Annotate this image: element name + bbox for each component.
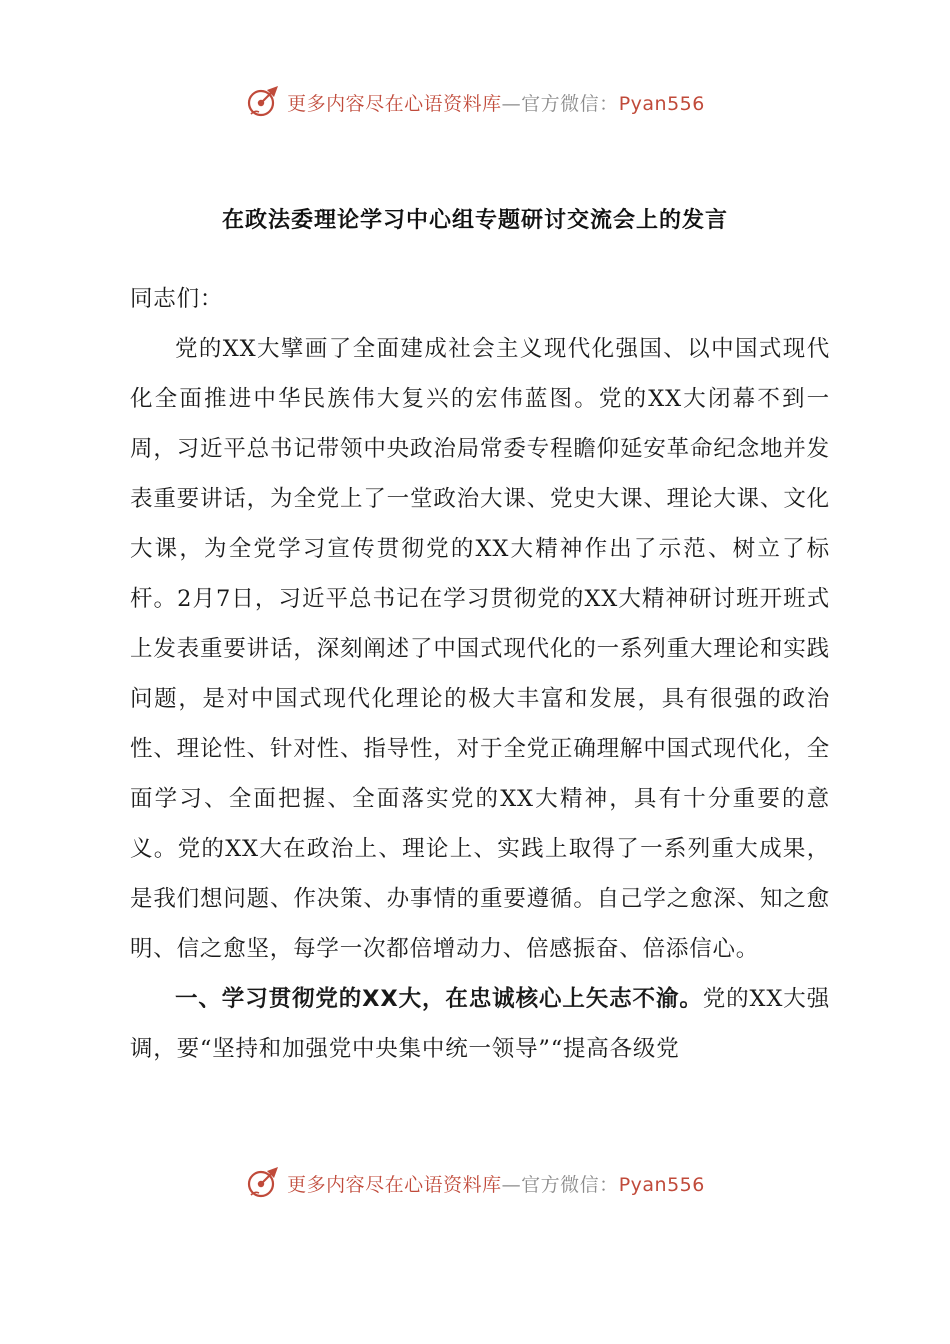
pen-nib-circle-icon: [245, 1165, 281, 1201]
pen-nib-circle-icon: [245, 84, 281, 120]
document-title: 在政法委理论学习中心组专题研讨交流会上的发言: [221, 208, 728, 233]
salutation: 同志们：: [130, 286, 224, 312]
wechat-id: Pyan556: [618, 92, 705, 115]
paragraph: 党的XX大擘画了全面建成社会主义现代化强国、以中国式现代化全面推进中华民族伟大复兴的宏伟蓝图。党的XX大闭幕不到一周，习近平总书记带领中央政治局常委专程瞻仰延安革命纪念地并发表重要讲话，为全党上了一堂政治大课、党史大课、理论大课、文化大课，为全党学习宣传贯彻党的XX大精神作出了示范、树立了标杆。2月7日，习近平总书记在学习贯彻党的XX大精神研讨班开班式上发表重要讲话，深刻阐述了中国式现代化的一系列重大理论和实践问题，是对中国式现代化理论的极大丰富和发展，具有很强的政治性、理论性、针对性、指导性，对于全党正确理解中国式现代化，全面学习、全面把握、全面落实党的XX大精神，具有十分重要的意义。党的XX大在政治上、理论上、实践上取得了一系列重大成果，是我们想问题、作决策、办事情的重要遵循。自己学之愈深、知之愈明、信之愈坚，每学一次都倍增动力、倍感振奋、倍添信心。: [130, 336, 830, 962]
separator-dash: —: [501, 92, 522, 115]
wechat-id: Pyan556: [618, 1173, 705, 1196]
separator-dash: —: [501, 1173, 522, 1196]
library-text: 更多内容尽在心语资料库: [287, 1173, 502, 1196]
wechat-label: 官方微信：: [521, 92, 619, 115]
footer-watermark-banner: [0, 1161, 950, 1205]
section-heading: 一、学习贯彻党的XX大，在忠诚核心上矢志不渝。: [175, 986, 703, 1012]
section-text: 党的XX大强调，要“坚持和加强党中央集中统一领导”“提高各级党: [130, 986, 830, 1062]
section-paragraph: [130, 974, 830, 1074]
header-watermark-banner: [0, 80, 950, 124]
document-body: [130, 274, 830, 1074]
wechat-label: 官方微信：: [521, 1173, 619, 1196]
watermark-text: [287, 89, 705, 116]
watermark-text: [287, 1170, 705, 1197]
library-text: 更多内容尽在心语资料库: [287, 92, 502, 115]
